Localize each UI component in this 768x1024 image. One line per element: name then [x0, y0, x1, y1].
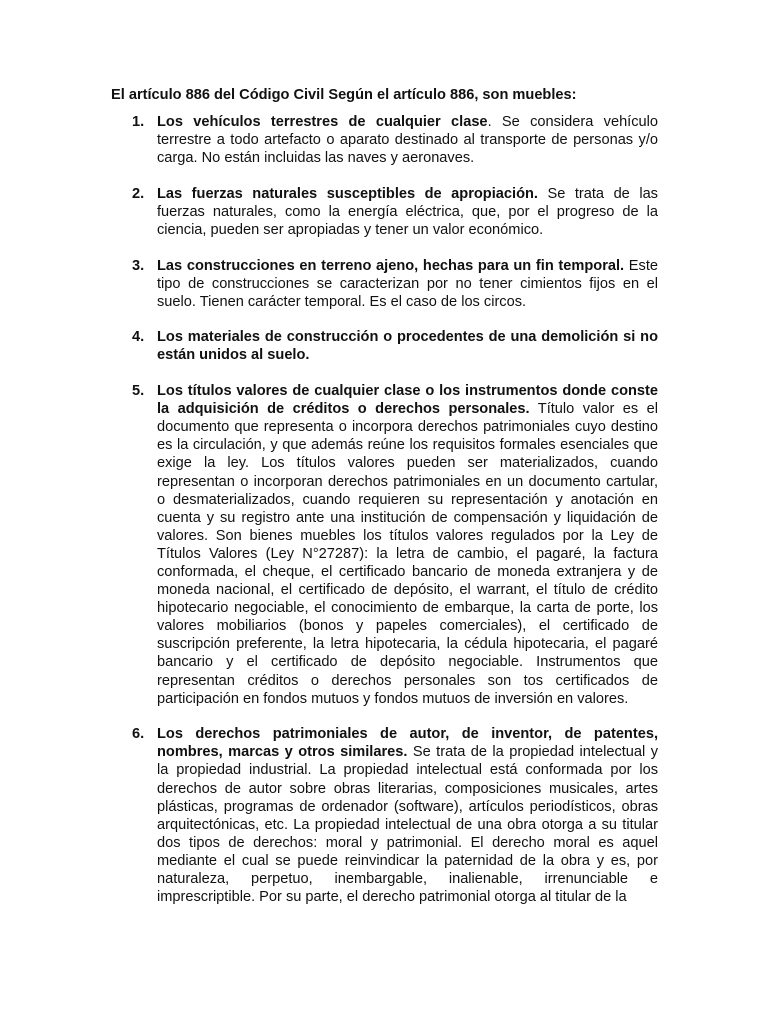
item-lead: Las fuerzas naturales susceptibles de apropiación.: [157, 185, 538, 202]
item-body: Se trata de las fuerzas naturales, como la energía eléctrica, que, por el progreso de la ciencia, pueden ser apropiadas y tener un valor económico.: [157, 185, 658, 238]
item-body: Este tipo de construcciones se caracterizan por no tener cimientos fijos en el suelo. Tienen carácter temporal. Es el caso de los circos.: [157, 257, 658, 310]
item-number: 5.: [132, 383, 145, 400]
item-body: Se trata de la propiedad intelectual y la propiedad industrial. La propiedad intelectual está conformada por los derechos de autor sobre obras literarias, composiciones musicales, artes plásticas, programas de ordenador (software), artículos periodísticos, obras arquitectónicas, etc. La propiedad intelectual de una obra otorga a su titular dos tipos de derechos: moral y patrimonial. El derecho moral es aquel mediante el cual se puede reinvindicar la paternidad de la obra y es, por naturaleza, perpetuo, inembargable, inalienable, irrenunciable e imprescriptible. Por su parte, el derecho patrimonial otorga al titular de la: [157, 744, 658, 906]
list-of-movable-goods: [111, 113, 658, 924]
item-number: 4.: [132, 329, 145, 346]
item-number: 6.: [132, 726, 145, 743]
list-item-1: [111, 113, 658, 167]
list-item-5: [111, 382, 658, 708]
item-lead: Los derechos patrimoniales de autor, de inventor, de patentes, nombres, marcas y otros similares.: [157, 726, 658, 761]
item-lead: Los materiales de construcción o procedentes de una demolición si no están unidos al suelo.: [157, 329, 658, 364]
item-lead: Los vehículos terrestres de cualquier clase: [157, 114, 488, 130]
list-item-2: [111, 185, 658, 239]
item-number: 2.: [132, 185, 145, 202]
list-item-6: [111, 725, 658, 906]
item-number: 1.: [132, 114, 145, 130]
item-lead: Las construcciones en terreno ajeno, hechas para un fin temporal.: [157, 257, 625, 274]
list-item-3: [111, 257, 658, 311]
item-number: 3.: [132, 257, 145, 274]
item-lead: Los títulos valores de cualquier clase o los instrumentos donde conste la adquisición de créditos o derechos personales.: [157, 383, 658, 418]
document-heading: El artículo 886 del Código Civil Según el artículo 886, son muebles:: [111, 87, 577, 103]
item-body: . Se considera vehículo terrestre a todo artefacto o aparato destinado al transporte de personas y/o carga. No están incluidas las naves y aeronaves.: [157, 114, 659, 167]
list-item-4: [111, 328, 658, 364]
item-body: Título valor es el documento que representa o incorpora derechos patrimoniales cuyo destino es la circulación, y que además reúne los requisitos formales esenciales que exige la ley. Los títulos valores pueden ser materializados, cuando representan o incorporan derechos patrimoniales en un documento cartular, o desmaterializados, cuando requieren su representación y anotación en cuenta y su registro ante una institución de compensación y liquidación de valores. Son bienes muebles los títulos valores regulados por la Ley de Títulos Valores (Ley N°27287): la letra de cambio, el pagaré, la factura conformada, el cheque, el certificado bancario de moneda extranjera y de moneda nacional, el certificado de depósito, el warrant, el título de crédito hipotecario negociable, el conocimiento de embarque, la carta de porte, los valores mobiliarios (bonos y papeles comerciales), el certificado de suscripción preferente, la letra hipotecaria, la cédula hipotecaria, el pagaré bancario y el certificado de depósito negociable. Instrumentos que representan créditos o derechos personales son tos certificados de participación en fondos mutuos y fondos mutuos de inversión en valores.: [157, 401, 658, 707]
